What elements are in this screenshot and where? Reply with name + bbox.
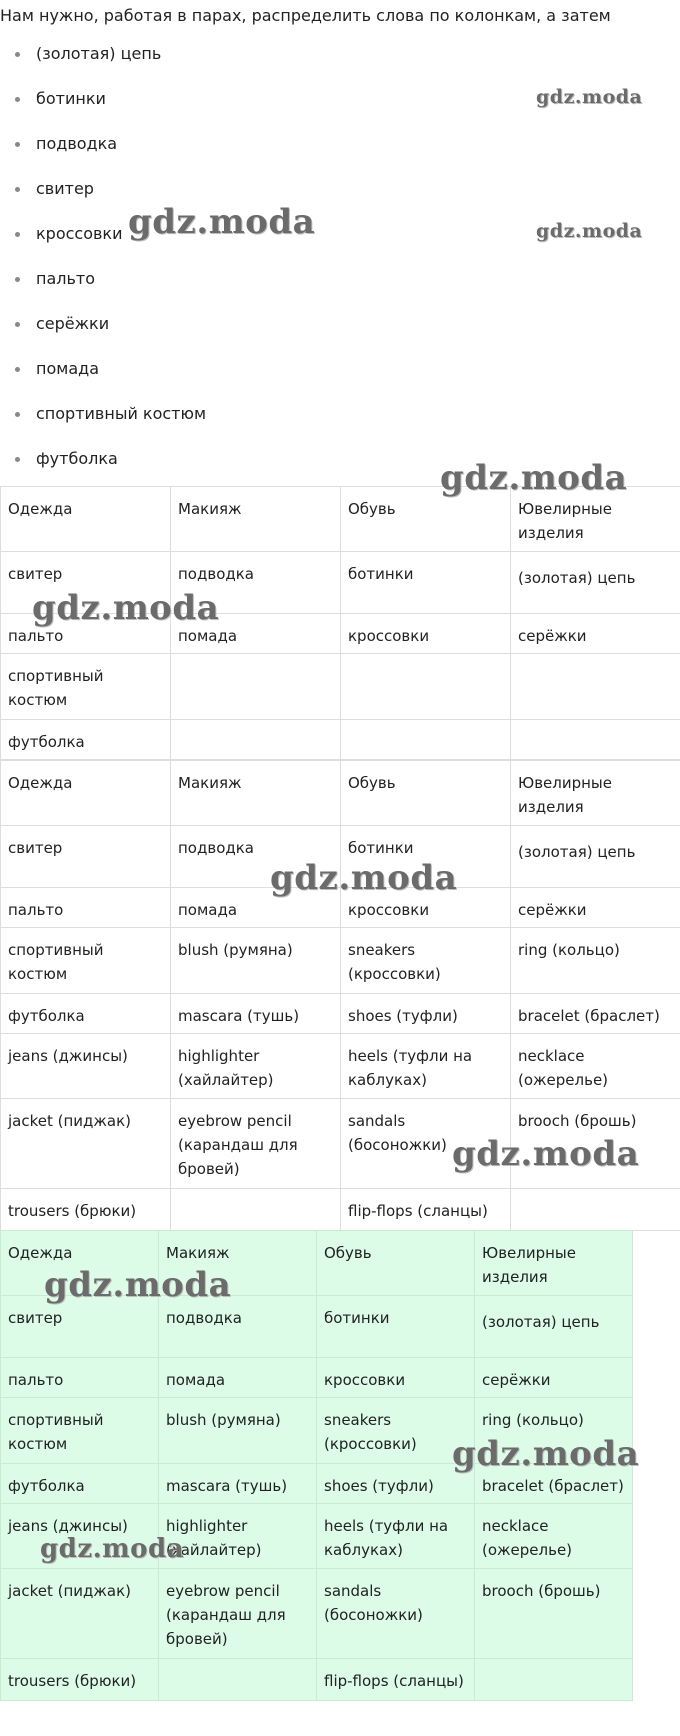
watermark: gdz.moda [536,220,643,242]
table-cell: blush (румяна) [159,1398,317,1464]
table-cell: jeans (джинсы) [1,1034,171,1099]
table-cell: футболка [1,994,171,1034]
table-cell: спортивный костюм [1,1398,159,1464]
table-cell [511,654,680,720]
table-cell: спортивный костюм [1,654,171,720]
table-cell: помада [159,1358,317,1398]
category-table-highlighted [0,1230,633,1701]
table-cell: ботинки [341,826,511,888]
table-row [1,1189,680,1231]
table-cell: ботинки [341,552,511,614]
table-cell: серёжки [475,1358,633,1398]
table-cell: помада [171,614,341,654]
category-table-initial [0,486,680,760]
header-cell: Обувь [317,1231,475,1296]
table-cell: свитер [1,1296,159,1358]
table-cell: blush (румяна) [171,928,341,994]
header-cell: Макияж [171,761,341,826]
list-item: футболка [0,449,206,494]
table-cell: пальто [1,888,171,928]
watermark: gdz.moda [452,1434,640,1474]
watermark: gdz.moda [44,1265,232,1305]
header-cell: Ювелирные изделия [511,761,680,826]
table-row [1,654,680,720]
table-cell: серёжки [511,614,680,654]
table-row [1,614,680,654]
table-cell: (золотая) цепь [511,826,680,888]
table-cell: (золотая) цепь [475,1296,633,1358]
table-cell [171,654,341,720]
list-item: кроссовки [0,224,206,269]
watermark: gdz.moda [452,1134,640,1174]
table-row [1,994,680,1034]
table-cell [171,1189,341,1231]
bullet-icon [15,142,20,147]
list-item: свитер [0,179,206,224]
bullet-icon [15,52,20,57]
table-cell: necklace (ожерелье) [511,1034,680,1099]
header-cell: Ювелирные изделия [475,1231,633,1296]
header-cell: Ювелирные изделия [511,487,680,552]
table-cell: sneakers (кроссовки) [341,928,511,994]
table-row [1,1358,633,1398]
watermark: gdz.moda [536,86,643,108]
table-cell: mascara (тушь) [159,1464,317,1504]
table-cell: shoes (туфли) [341,994,511,1034]
table-row [1,826,680,888]
table-cell [511,720,680,760]
table-cell: highlighter (хайлайтер) [159,1504,317,1569]
table-cell: jeans (джинсы) [1,1504,159,1569]
table-cell: sneakers (кроссовки) [317,1398,475,1464]
table-row [1,1569,633,1659]
header-cell: Макияж [171,487,341,552]
table-cell: (золотая) цепь [511,552,680,614]
table-cell: shoes (туфли) [317,1464,475,1504]
watermark: gdz.moda [128,202,316,242]
table-row [1,1659,633,1701]
header-cell: Одежда [1,761,171,826]
table-cell: trousers (брюки) [1,1659,159,1701]
list-item: серёжки [0,314,206,359]
table-cell: jacket (пиджак) [1,1569,159,1659]
table-cell: brooch (брошь) [475,1569,633,1659]
table-row [1,1464,633,1504]
table-cell: пальто [1,1358,159,1398]
header-cell: Макияж [159,1231,317,1296]
table-cell [171,720,341,760]
table-cell: кроссовки [341,614,511,654]
table-cell [475,1659,633,1701]
bullet-icon [15,97,20,102]
table-cell: eyebrow pencil (карандаш для бровей) [159,1569,317,1659]
header-cell: Обувь [341,487,511,552]
watermark: gdz.moda [440,458,628,498]
table-row [1,928,680,994]
table-cell: bracelet (браслет) [475,1464,633,1504]
table-cell: eyebrow pencil (карандаш для бровей) [171,1099,341,1189]
bullet-icon [15,322,20,327]
table-header-row [1,761,680,826]
list-item: (золотая) цепь [0,44,206,89]
table-cell: подводка [159,1296,317,1358]
table-cell: футболка [1,1464,159,1504]
table-cell [159,1659,317,1701]
table-cell: ring (кольцо) [475,1398,633,1464]
table-cell [341,654,511,720]
table-cell: brooch (брошь) [511,1099,680,1189]
table-cell: серёжки [511,888,680,928]
table-cell: пальто [1,614,171,654]
bullet-icon [15,232,20,237]
table-cell [341,720,511,760]
table-cell: heels (туфли на каблуках) [341,1034,511,1099]
table-cell: спортивный костюм [1,928,171,994]
bullet-icon [15,412,20,417]
table-row [1,1099,680,1189]
table-cell: necklace (ожерелье) [475,1504,633,1569]
list-item: ботинки [0,89,206,134]
table-cell: sandals (босоножки) [341,1099,511,1189]
table-cell: свитер [1,826,171,888]
table-row [1,1398,633,1464]
table-row [1,1034,680,1099]
header-cell: Одежда [1,1231,159,1296]
table-cell: помада [171,888,341,928]
table-cell: футболка [1,720,171,760]
table-header-row [1,487,680,552]
table-cell: highlighter (хайлайтер) [171,1034,341,1099]
table-cell: trousers (брюки) [1,1189,171,1231]
table-row [1,720,680,760]
table-cell: heels (туфли на каблуках) [317,1504,475,1569]
table-cell: кроссовки [341,888,511,928]
table-cell: flip-flops (сланцы) [341,1189,511,1231]
table-cell: подводка [171,552,341,614]
table-cell: ring (кольцо) [511,928,680,994]
table-cell: bracelet (браслет) [511,994,680,1034]
watermark: gdz.moda [40,1534,185,1564]
word-list [0,44,206,494]
bullet-icon [15,187,20,192]
watermark: gdz.moda [270,858,458,898]
table-row [1,1296,633,1358]
table-cell: flip-flops (сланцы) [317,1659,475,1701]
table-cell [511,1189,680,1231]
table-row [1,1504,633,1569]
watermark: gdz.moda [32,588,220,628]
table-header-row [1,1231,633,1296]
task-intro: Нам нужно, работая в парах, распределить слова по колонкам, а затем [0,6,611,25]
list-item: помада [0,359,206,404]
category-table-extended [0,760,680,1231]
list-item: спортивный костюм [0,404,206,449]
list-item: подводка [0,134,206,179]
table-cell: jacket (пиджак) [1,1099,171,1189]
table-cell: ботинки [317,1296,475,1358]
table-cell: sandals (босоножки) [317,1569,475,1659]
table-cell: кроссовки [317,1358,475,1398]
table-cell: подводка [171,826,341,888]
header-cell: Одежда [1,487,171,552]
bullet-icon [15,277,20,282]
bullet-icon [15,457,20,462]
bullet-icon [15,367,20,372]
table-row [1,552,680,614]
table-row [1,888,680,928]
list-item: пальто [0,269,206,314]
header-cell: Обувь [341,761,511,826]
table-cell: свитер [1,552,171,614]
table-cell: mascara (тушь) [171,994,341,1034]
